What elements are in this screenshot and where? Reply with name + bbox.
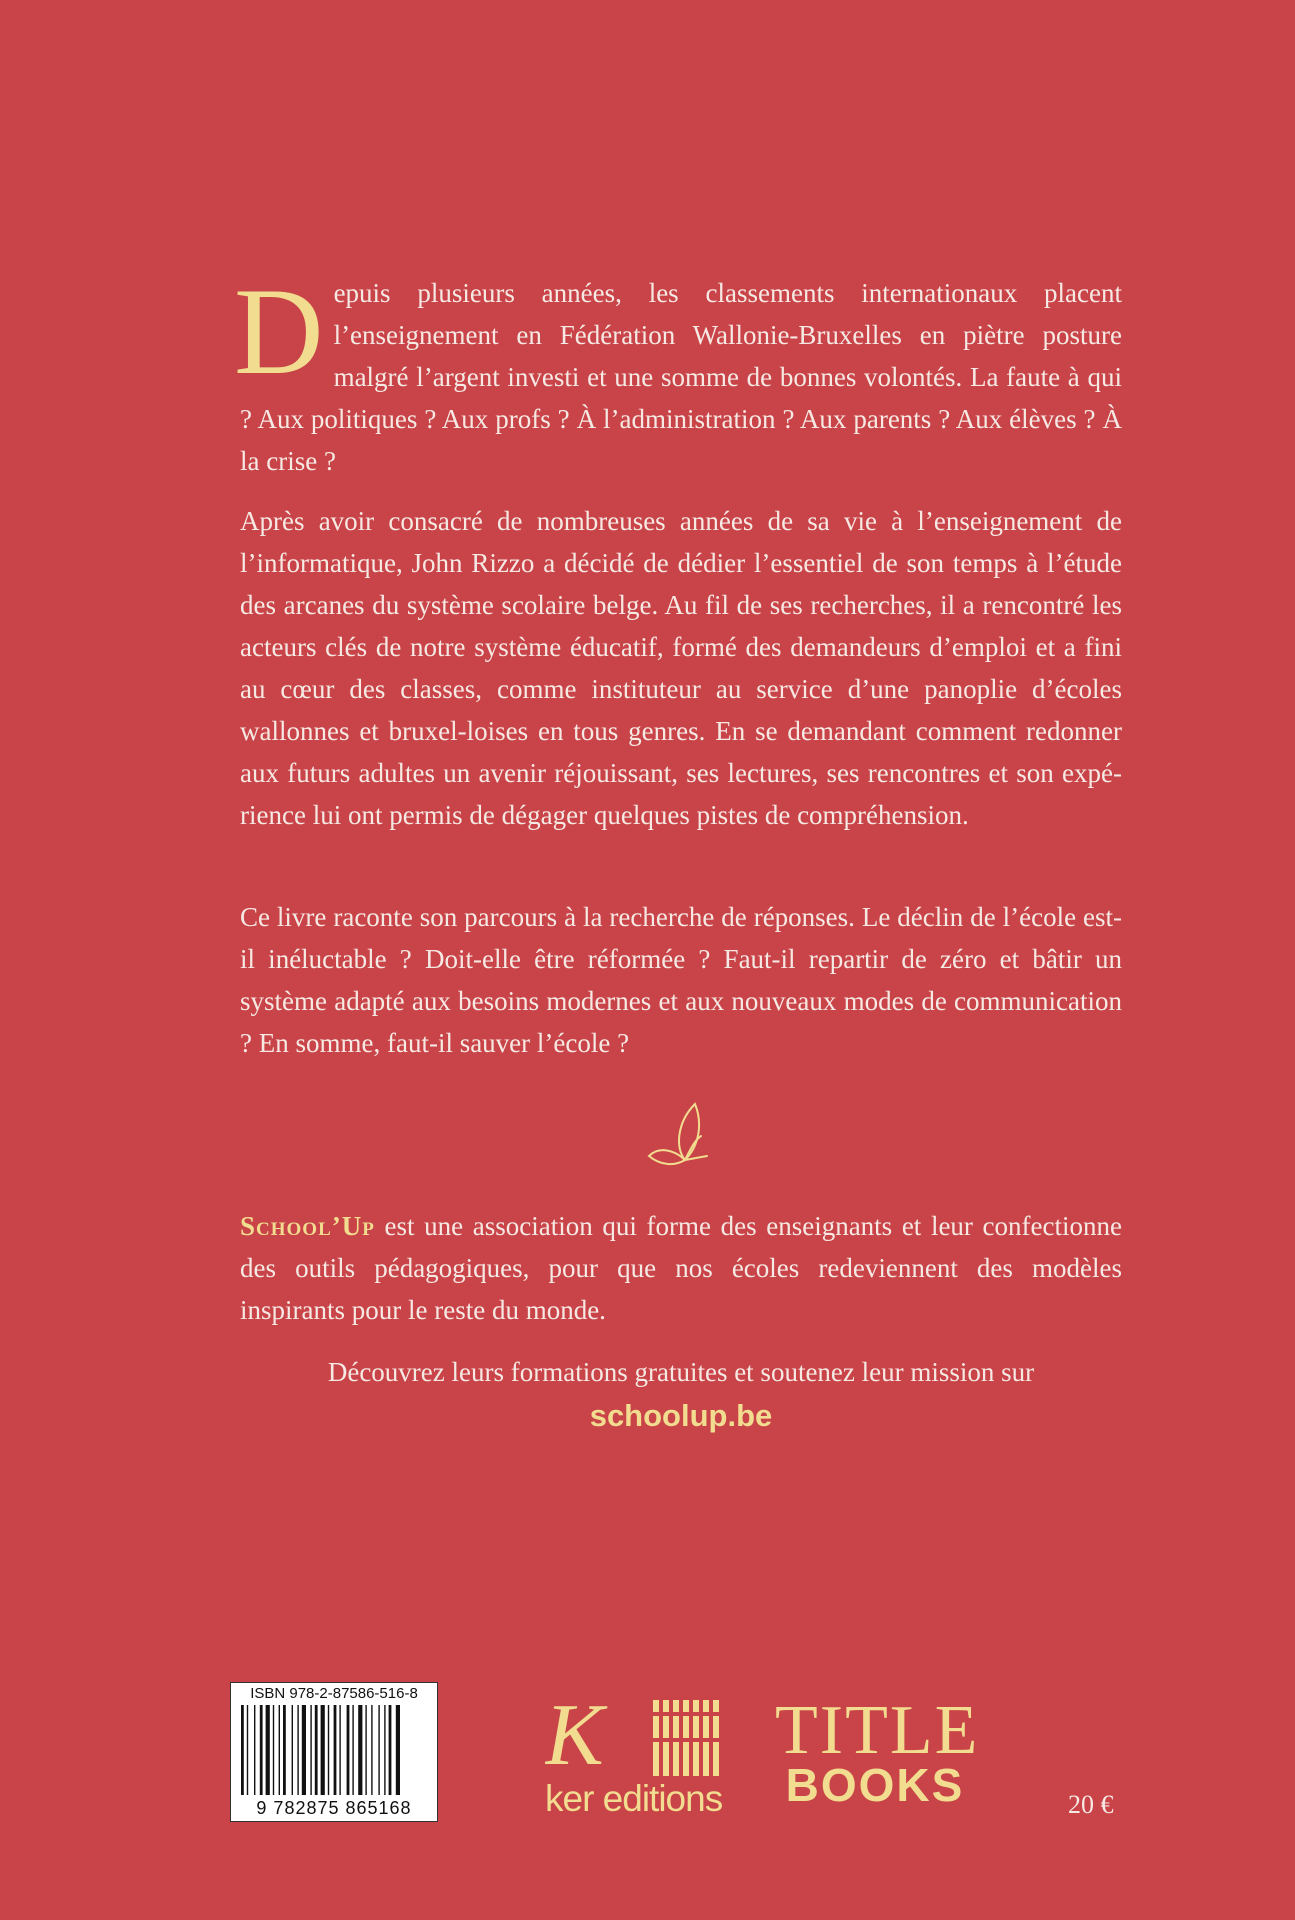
- barcode-bars: [239, 1705, 429, 1795]
- ker-editions-wordmark: ker editions: [545, 1778, 723, 1819]
- barcode-bar: [321, 1705, 325, 1795]
- book-summary-text: Ce livre raconte son parcours à la recherche de réponses. Le déclin de l’école est-il inéluctable ? Doit-elle être réformée ? Faut-il repartir de zéro et bâtir un système adapté aux besoins modernes et aux nouveaux modes de communication ? En somme, faut-il sauver l’école ?: [240, 902, 1122, 1058]
- intro-paragraph: [234, 263, 1122, 482]
- association-name: School’Up: [240, 1211, 375, 1241]
- discover-text: Découvrez leurs formations gratuites et soutenez leur mission sur: [327, 1357, 1035, 1387]
- barcode-bar: [334, 1705, 337, 1795]
- isbn-label: ISBN 978-2-87586-516-8: [250, 1685, 418, 1702]
- barcode-bar: [260, 1705, 263, 1795]
- barcode-bar: [273, 1705, 274, 1795]
- drop-cap: D: [234, 263, 324, 400]
- barcode-bar: [241, 1705, 244, 1795]
- book-summary-paragraph: [240, 896, 1122, 1064]
- isbn-digits: 9 782875 865168: [256, 1798, 412, 1818]
- barcode-bar: [396, 1705, 400, 1795]
- barcode-bar: [365, 1705, 366, 1795]
- title-wordmark: TITLE: [775, 1692, 980, 1769]
- barcode-bar: [279, 1705, 280, 1795]
- barcode-bar: [292, 1705, 293, 1795]
- barcode-bar: [302, 1705, 306, 1795]
- books-wordmark: BOOKS: [785, 1759, 965, 1811]
- barcode-bar: [283, 1705, 286, 1795]
- price: 20 €: [1068, 1790, 1114, 1819]
- isbn-barcode: [230, 1682, 438, 1822]
- association-text: est une association qui forme des enseignants et leur confectionne des outils pédagogiques, pour que nos écoles redeviennent des modèles inspirants pour le reste du monde.: [240, 1211, 1122, 1325]
- barcode-bar: [384, 1705, 385, 1795]
- barcode-bar: [352, 1705, 353, 1795]
- barcode-bar: [371, 1705, 372, 1795]
- barcode-bar: [339, 1705, 340, 1795]
- barcode-bar: [347, 1705, 350, 1795]
- barcode-bar: [254, 1705, 255, 1795]
- barcode-bar: [297, 1705, 298, 1795]
- barcode-bar: [378, 1705, 379, 1795]
- author-bio-text: Après avoir consacré de nombreuses années de sa vie à l’enseignement de l’informatique, John Rizzo a décidé de dédier l’essentiel de son temps à l’étude des arcanes du système scolaire belge. Au fil de ses recherches, il a rencontré les acteurs clés de notre système éducatif, formé des demandeurs d’emploi et a fini au cœur des classes, comme instituteur au service d’une panoplie d’écoles wallonnes et bruxel-loises en tous genres. En se demandant comment redonner aux futurs adultes un avenir réjouissant, ses lectures, ses rencontres et son expé-rience lui ont permis de dégager quelques pistes de compréhension.: [240, 506, 1122, 830]
- butterfly-icon: [645, 1098, 721, 1174]
- barcode-bar: [389, 1705, 392, 1795]
- barcode-bar: [315, 1705, 318, 1795]
- title-books-logo: [775, 1692, 980, 1811]
- author-bio-paragraph: [240, 500, 1122, 836]
- svg-text:K: K: [545, 1692, 604, 1784]
- intro-text: epuis plusieurs années, les classements internationaux placent l’enseignement en Fédération Wallonie-Bruxelles en piètre posture malgré l’argent investi et une somme de bonnes volontés. La faute à qui ? Aux politiques ? Aux profs ? À l’administration ? Aux parents ? Aux élèves ? À la crise ?: [240, 278, 1122, 476]
- barcode-bar: [310, 1705, 311, 1795]
- association-paragraph: [240, 1205, 1122, 1331]
- barcode-bar: [358, 1705, 362, 1795]
- barcode-bar: [247, 1705, 248, 1795]
- website-link[interactable]: schoolup.be: [589, 1398, 773, 1433]
- barcode-bar: [266, 1705, 270, 1795]
- barcode-bar: [328, 1705, 329, 1795]
